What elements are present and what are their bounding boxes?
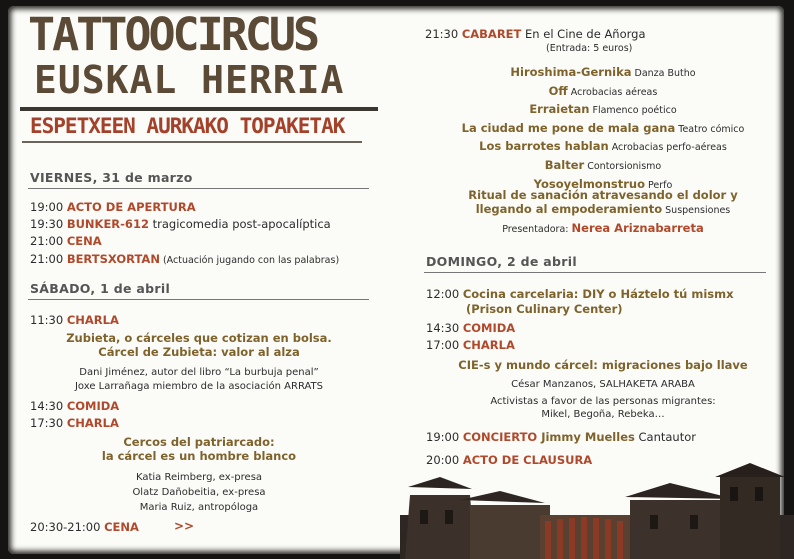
act: Hiroshima-Gernika Danza Butho xyxy=(510,65,696,79)
cabaret-presenter: Presentadora: Nerea Ariznabarreta xyxy=(502,221,704,235)
schedule-item: 21:00 BERTSXORTAN (Actuación jugando con las palabras) xyxy=(30,252,340,266)
act: Off Acrobacias aéreas xyxy=(548,83,658,98)
day-heading-saturday: SÁBADO, 1 de abril xyxy=(30,281,171,296)
talk-speakers: Dani Jiménez, autor del libro “La burbuja penal” Joxe Larrañaga miembro de la asociación ARRATS xyxy=(74,367,324,392)
act: La ciudad me pone de mala gana Teatro cómico xyxy=(461,120,745,135)
act: Los barrotes hablan Acrobacias perfo-aéreas xyxy=(479,139,727,154)
more-arrows: >> xyxy=(174,519,195,533)
schedule-item: 19:30 BUNKER-612 tragicomedia post-apocalíptica xyxy=(30,217,331,231)
schedule-item: 17:30 CHARLA xyxy=(30,416,119,430)
logo-tagline: ESPETXEEN AURKAKO TOPAKETAK xyxy=(30,114,345,138)
schedule-item: 20:00 ACTO DE CLAUSURA xyxy=(426,453,593,467)
day-rule xyxy=(28,299,369,300)
act: Balter Contorsionismo xyxy=(544,157,662,172)
act: Yosoyelmonstruo Perfo xyxy=(533,176,673,191)
talk-speakers: César Manzanos, SALHAKETA ARABA xyxy=(511,379,695,390)
act: Erraietan Flamenco poético xyxy=(529,102,677,117)
logo-title: TATTOOCIRCUS xyxy=(28,8,318,61)
schedule-item: 11:30 CHARLA xyxy=(30,313,119,327)
cabaret-acts xyxy=(420,64,786,194)
schedule-item: 17:00 CHARLA xyxy=(426,338,515,352)
schedule-item: 21:30 CABARET En el Cine de Añorga xyxy=(425,27,646,41)
logo-divider xyxy=(20,107,378,111)
day-heading-friday: VIERNES, 31 de marzo xyxy=(30,170,193,185)
talk-speakers: Activistas a favor de las personas migrantes: Mikel, Begoña, Rebeka… xyxy=(490,396,716,420)
schedule-item: 19:00 CONCIERTO Jimmy Muelles Cantautor xyxy=(426,430,696,444)
day-rule xyxy=(28,188,369,189)
talk-title: CIE-s y mundo cárcel: migraciones bajo llave xyxy=(458,358,748,372)
cabaret-ritual: Ritual de sanación atravesando el dolor y llegando al empoderamiento Suspensiones xyxy=(468,188,738,216)
talk-title: Cercos del patriarcado: la cárcel es un hombre blanco xyxy=(101,435,297,463)
schedule-item-continued: (Prison Culinary Center) xyxy=(466,302,623,316)
prison-wall-illustration xyxy=(400,455,794,559)
talk-speakers: Katia Reimberg, ex-presa Olatz Dañobeitia, ex-presa Maria Ruiz, antropóloga xyxy=(132,472,266,513)
tagline-underline xyxy=(22,141,362,143)
schedule-item: 19:00 ACTO DE APERTURA xyxy=(30,200,196,214)
cabaret-price: (Entrada: 5 euros) xyxy=(546,43,633,54)
schedule-item: 12:00 Cocina carcelaria: DIY o Háztelo tú mismx xyxy=(426,287,734,301)
schedule-item: 21:00 CENA xyxy=(30,234,102,248)
schedule-item: 14:30 COMIDA xyxy=(426,321,516,335)
day-rule xyxy=(424,272,766,273)
day-heading-sunday: DOMINGO, 2 de abril xyxy=(426,254,577,269)
schedule-item: 20:30-21:00 CENA xyxy=(30,520,139,534)
schedule-item: 14:30 COMIDA xyxy=(30,399,120,413)
talk-title: Zubieta, o cárceles que cotizan en bolsa. Cárcel de Zubieta: valor al alza xyxy=(66,331,332,359)
logo-subtitle: EUSKAL HERRIA xyxy=(34,58,345,102)
